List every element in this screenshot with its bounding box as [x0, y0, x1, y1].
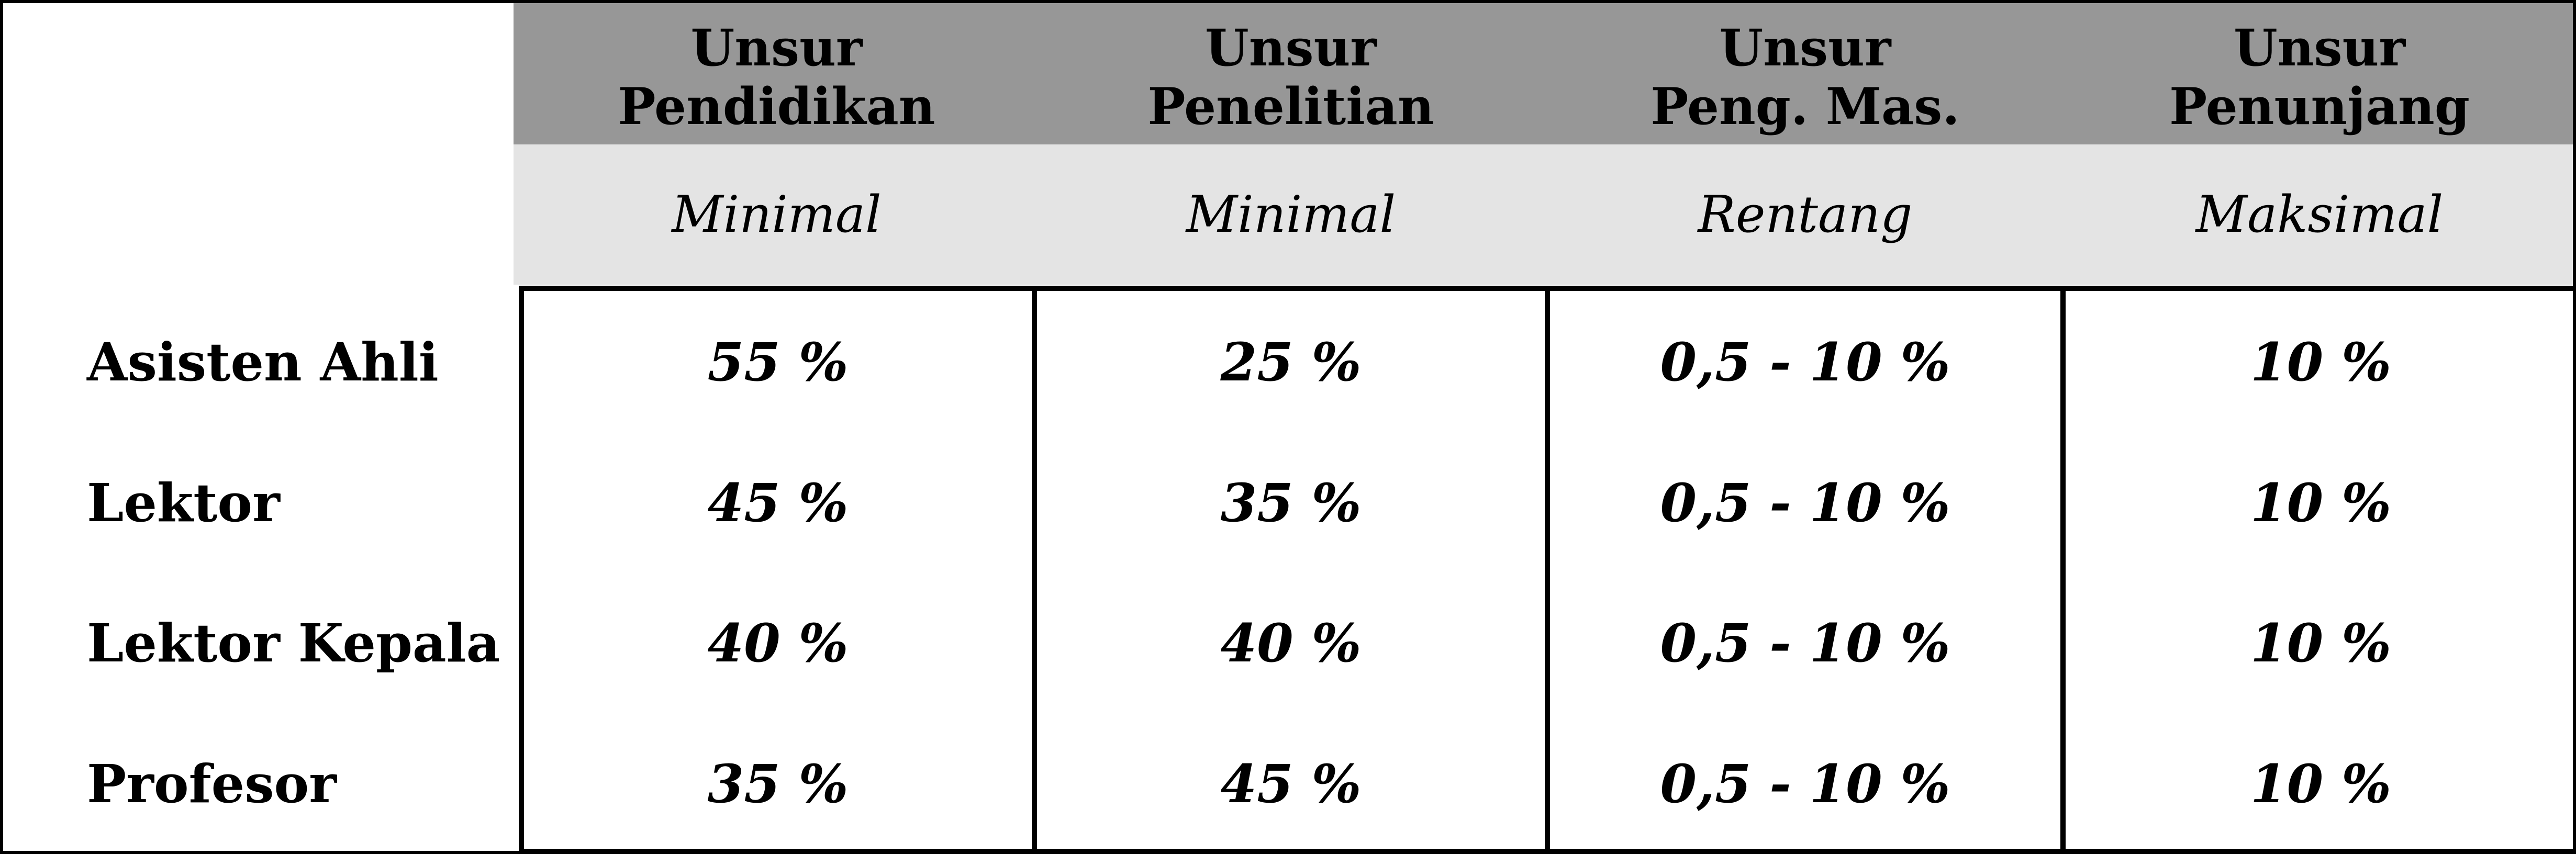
- column-header-line1: Unsur: [690, 18, 863, 77]
- column-divider: [1545, 286, 1550, 854]
- value-cell: 0,5 - 10 %: [1660, 472, 1950, 534]
- value-cell: 10 %: [2250, 331, 2391, 393]
- row-label-profesor: Profesor: [87, 753, 337, 815]
- row-label-asisten-ahli: Asisten Ahli: [87, 331, 439, 393]
- column-header-line2: Pendidikan: [618, 77, 935, 136]
- column-header-line1: Unsur: [1205, 18, 1377, 77]
- value-cell: 25 %: [1220, 331, 1362, 393]
- value-cell: 0,5 - 10 %: [1660, 753, 1950, 815]
- column-qualifier-peng-mas: Rentang: [1698, 185, 1913, 244]
- column-qualifier-pendidikan: Minimal: [672, 185, 882, 244]
- column-header-peng-mas: [1547, 15, 2063, 140]
- column-qualifier-penelitian: Minimal: [1186, 185, 1396, 244]
- value-cell: 35 %: [1220, 472, 1362, 534]
- value-cell: 10 %: [2250, 612, 2391, 674]
- column-header-line2: Peng. Mas.: [1651, 77, 1960, 136]
- column-header-pendidikan: [519, 15, 1034, 140]
- value-cell: 10 %: [2250, 472, 2391, 534]
- column-qualifier-penunjang: Maksimal: [2195, 185, 2444, 244]
- value-cell: 0,5 - 10 %: [1660, 612, 1950, 674]
- value-cell: 35 %: [707, 753, 849, 815]
- value-cell: 0,5 - 10 %: [1660, 331, 1950, 393]
- value-cell: 40 %: [707, 612, 849, 674]
- column-divider: [1032, 286, 1037, 854]
- value-cell: 45 %: [707, 472, 849, 534]
- column-header-line1: Unsur: [1719, 18, 1891, 77]
- value-cell: 55 %: [707, 331, 849, 393]
- value-cell: 10 %: [2250, 753, 2391, 815]
- column-header-line1: Unsur: [2234, 18, 2405, 77]
- column-header-line2: Penelitian: [1147, 77, 1434, 136]
- value-cell: 40 %: [1220, 612, 1362, 674]
- column-header-line2: Penunjang: [2169, 77, 2470, 136]
- column-header-penunjang: [2063, 15, 2576, 140]
- column-divider: [2060, 286, 2066, 854]
- value-cell: 45 %: [1220, 753, 1362, 815]
- row-label-lektor: Lektor: [87, 472, 280, 534]
- row-label-lektor-kepala: Lektor Kepala: [87, 612, 500, 674]
- column-header-penelitian: [1034, 15, 1547, 140]
